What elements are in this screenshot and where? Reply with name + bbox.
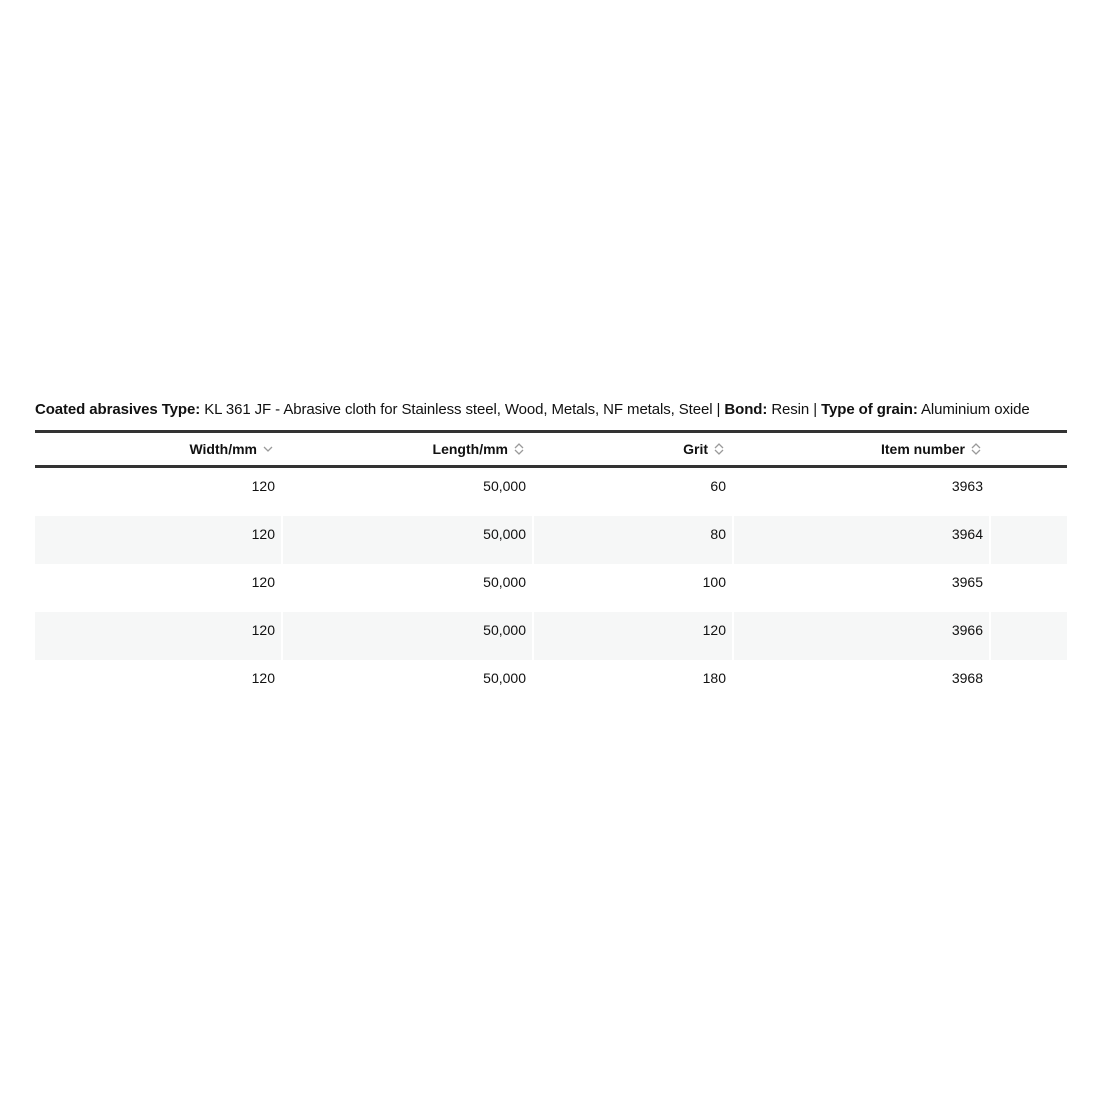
product-table — [35, 430, 1067, 708]
header-label: Item number — [880, 441, 965, 457]
bond-label: Bond: — [724, 401, 768, 418]
bond-value: Resin | — [771, 401, 818, 418]
cell-item-number: 3968 — [732, 660, 989, 708]
chevron-down-icon[interactable] — [261, 442, 275, 456]
cell-grit: 100 — [532, 564, 732, 612]
sort-updown-icon[interactable] — [969, 442, 983, 456]
table-row[interactable] — [35, 468, 1067, 516]
header-grit[interactable] — [532, 433, 732, 465]
table-row[interactable] — [35, 564, 1067, 612]
cell-width: 120 — [35, 612, 281, 660]
cell-item-number: 3966 — [732, 612, 989, 660]
header-label: Width/mm — [189, 441, 257, 457]
sort-updown-icon[interactable] — [512, 442, 526, 456]
header-width[interactable] — [35, 433, 281, 465]
type-label: Type: — [161, 401, 201, 418]
cell-grit: 80 — [532, 516, 732, 564]
cell-length: 50,000 — [281, 564, 532, 612]
header-label: Grit — [683, 441, 708, 457]
cell-width: 120 — [251, 478, 275, 494]
header-item-number[interactable] — [732, 433, 989, 465]
cell-grit: 60 — [532, 468, 732, 516]
grain-label: Type of grain: — [821, 401, 918, 418]
header-label: Length/mm — [432, 441, 508, 457]
cell-item-number: 3964 — [732, 516, 989, 564]
cell-length: 50,000 — [281, 516, 532, 564]
cell-spacer — [989, 516, 1067, 564]
cell-grit: 120 — [532, 612, 732, 660]
grain-value: Aluminium oxide — [921, 401, 1030, 418]
cell-length: 50,000 — [281, 660, 532, 708]
cell-width: 120 — [35, 516, 281, 564]
table-row[interactable] — [35, 516, 1067, 564]
header-spacer — [989, 433, 1067, 465]
table-header — [35, 430, 1067, 468]
cell-length: 50,000 — [281, 612, 532, 660]
cell-item-number: 3965 — [732, 564, 989, 612]
type-value: KL 361 JF - Abrasive cloth for Stainless steel, Wood, Metals, NF metals, Steel | — [204, 401, 721, 418]
cell-spacer — [989, 660, 1067, 708]
cell-item-number: 3963 — [732, 468, 989, 516]
cell-length: 50,000 — [281, 468, 532, 516]
cell-spacer — [989, 468, 1067, 516]
cell-spacer — [989, 564, 1067, 612]
cell-width: 120 — [251, 670, 275, 686]
table-row[interactable] — [35, 612, 1067, 660]
cell-width: 120 — [251, 574, 275, 590]
header-length[interactable] — [281, 433, 532, 465]
table-row[interactable] — [35, 660, 1067, 708]
cell-spacer — [989, 612, 1067, 660]
cell-grit: 180 — [532, 660, 732, 708]
table-caption — [35, 400, 1075, 420]
product-label: Coated abrasives — [35, 401, 158, 418]
sort-updown-icon[interactable] — [712, 442, 726, 456]
